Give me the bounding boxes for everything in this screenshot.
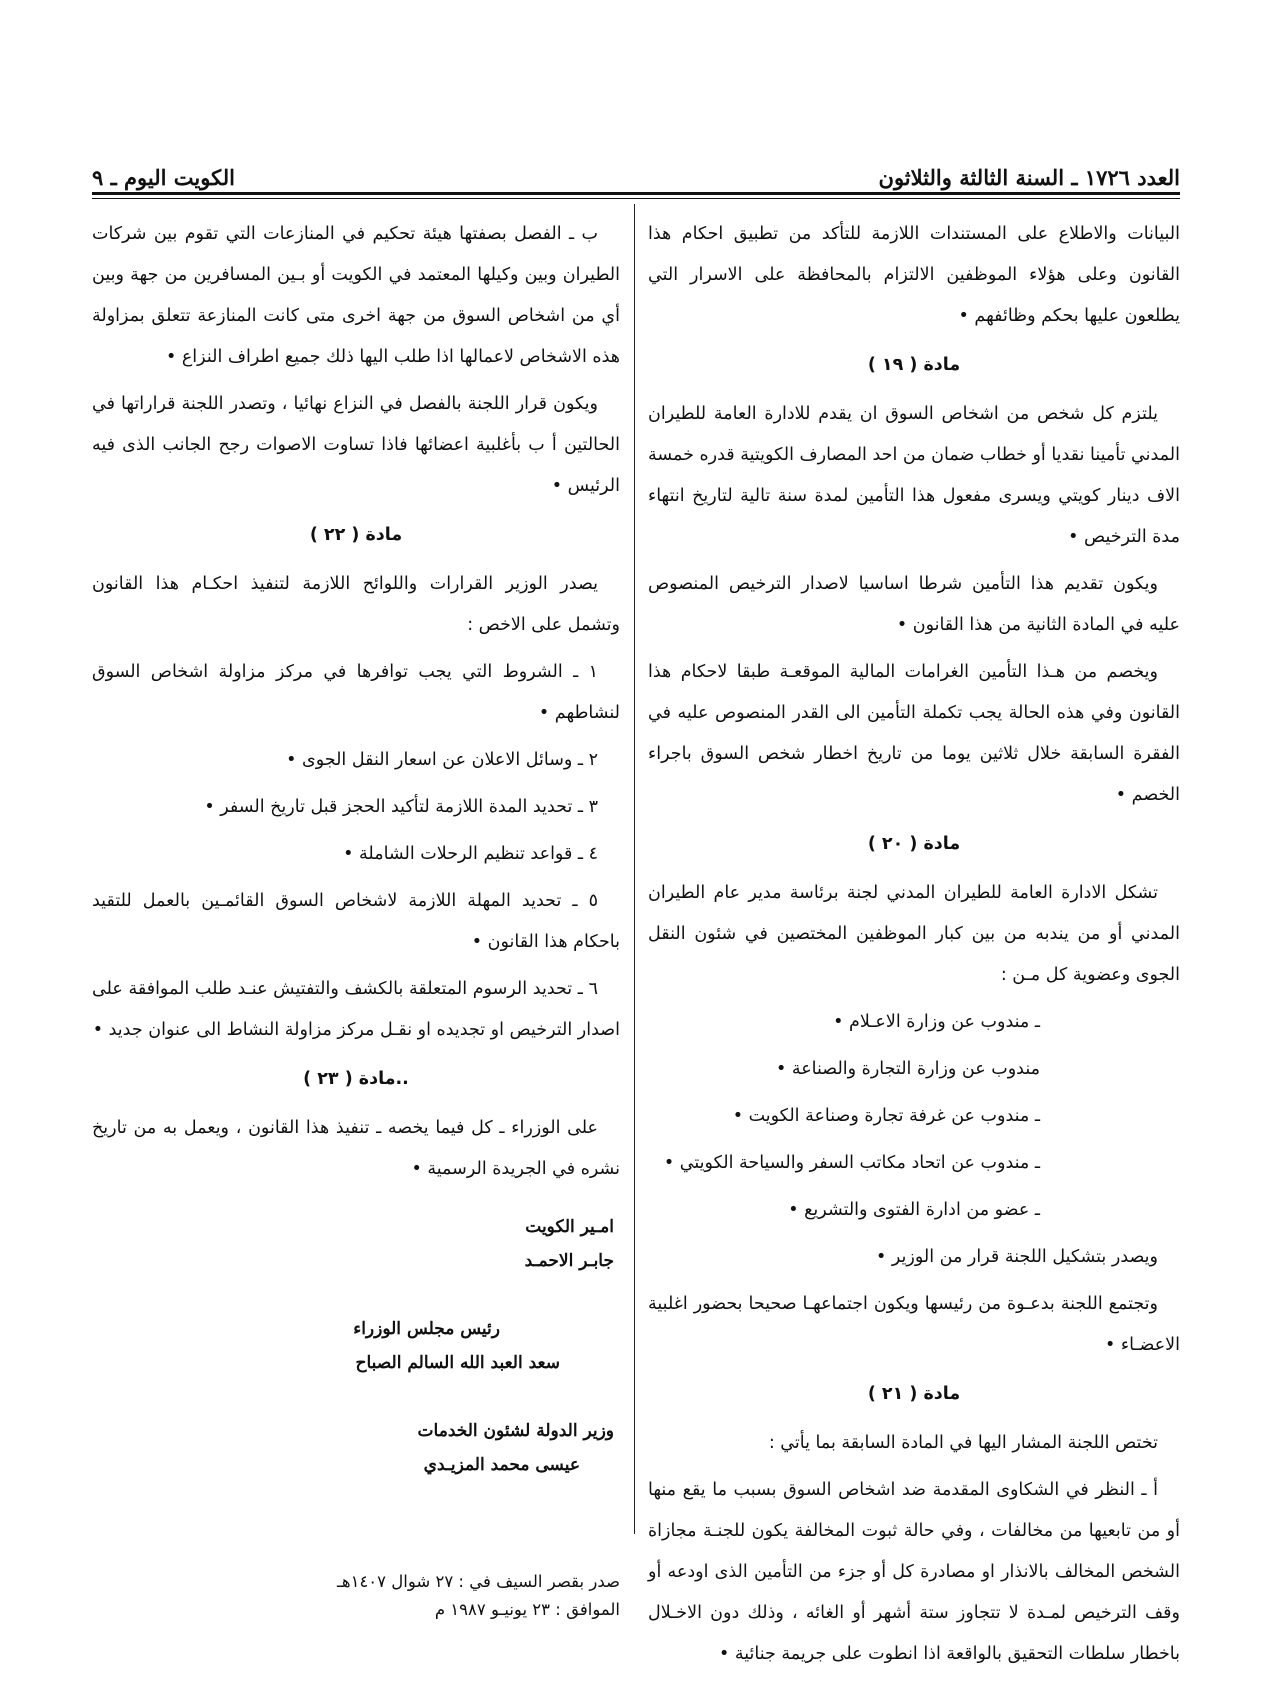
list-item: ٣ ـ تحديد المدة اللازمة لتأكيد الحجز قبل تاريخ السفر •	[204, 797, 598, 817]
article-23-heading: ..مادة ( ٢٣ )	[303, 1069, 409, 1089]
date-gregorian: الموافق : ٢٣ يونيـو ١٩٨٧ م	[434, 1600, 620, 1619]
prime-minister-name: سعد العبد الله السالم الصباح	[355, 1353, 560, 1373]
paragraph: تشكل الادارة العامة للطيران المدني لجنة برئاسة مدير عام الطيران المدني أو من يندبه من بين كبار الموظفين المختصين في شئون النقل الجوى وعضوية كل مـن :	[648, 883, 1180, 985]
left-column	[92, 214, 620, 1624]
issue-date	[92, 1568, 620, 1624]
signature-block	[92, 1210, 620, 1482]
column-divider	[634, 204, 635, 1534]
emir-title: امـير الكويت	[525, 1217, 614, 1237]
minister-title: وزير الدولة لشئون الخدمات	[417, 1421, 614, 1441]
prime-minister-title: رئيس مجلس الوزراء	[353, 1319, 500, 1339]
member-item: ـ مندوب عن اتحاد مكاتب السفر والسياحة الكويتي •	[663, 1153, 1040, 1173]
list-item: ٢ ـ وسائل الاعلان عن اسعار النقل الجوى •	[286, 750, 598, 770]
article-20-heading: مادة ( ٢٠ )	[867, 834, 961, 854]
list-item: ٤ ـ قواعد تنظيم الرحلات الشاملة •	[343, 844, 598, 864]
right-column	[648, 214, 1180, 1681]
paragraph: البيانات والاطلاع على المستندات اللازمة للتأكد من تطبيق احكام هذا القانون وعلى هؤلاء الموظفين الالتزام بالمحافظة على الاسرار التي يطلعون عليها بحكم وظائفهم •	[648, 224, 1180, 326]
list-item: ١ ـ الشروط التي يجب توافرها في مركز مزاولة اشخاص السوق لنشاطهم •	[92, 662, 620, 723]
page-header	[92, 150, 1180, 190]
paragraph: ويخصم من هـذا التأمين الغرامات المالية الموقعـة طبقا لاحكام هذا القانون وفي هذه الحالة يجب تكملة التأمين الى القدر المنصوص عليه في الفقرة السابقة خلال ثلاثين يوما من تاريخ اخطار شخص السوق باجراء الخصم •	[648, 662, 1180, 805]
paragraph: ويصدر بتشكيل اللجنة قرار من الوزير •	[876, 1247, 1158, 1267]
list-item: ٥ ـ تحديد المهلة اللازمة لاشخاص السوق القائمـين بالعمل للتقيد باحكام هذا القانون •	[92, 891, 620, 952]
emir-name: جابـر الاحمـد	[524, 1251, 614, 1271]
issue-info: العدد ١٧٢٦ ـ السنة الثالثة والثلاثون	[878, 165, 1180, 190]
article-21-heading: مادة ( ٢١ )	[867, 1384, 961, 1404]
date-hijri: صدر بقصر السيف في : ٢٧ شوال ١٤٠٧هـ	[337, 1572, 620, 1591]
minister-name: عيسى محمد المزيـدي	[423, 1455, 580, 1475]
article-22-heading: مادة ( ٢٢ )	[309, 525, 403, 545]
paragraph: تختص اللجنة المشار اليها في المادة السابقة بما يأتي :	[768, 1433, 1158, 1453]
clause-a: أ ـ النظر في الشكاوى المقدمة ضد اشخاص السوق بسبب ما يقع منها أو من تابعيها من مخالفات ، وفي حالة ثبوت المخالفة يكون للجنـة مجازاة الشخص المخالف بالانذار او مصادرة كل أو جزء من التأمين الذى اودعه أو وقف الترخيص لمـدة لا تتجاوز ستة أشهر أو الغائه ، وذلك دون الاخـلال باخطار سلطات التحقيق بالواقعة اذا انطوت على جريمة جنائية •	[648, 1480, 1180, 1664]
publication-page: الكويت اليوم ـ ٩	[92, 165, 235, 190]
clause-b: ب ـ الفصل بصفتها هيئة تحكيم في المنازعات التي تقوم بين شركات الطيران وبين وكيلها المعتمد في الكويت أو بـين المسافرين من جهة وبين أي من اشخاص السوق من جهة اخرى متى كانت المنازعة تتعلق بمزاولة هذه الاشخاص لاعمالها اذا طلب اليها ذلك جميع اطراف النزاع •	[92, 224, 620, 367]
paragraph: ويكون قرار اللجنة بالفصل في النزاع نهائيا ، وتصدر اللجنة قراراتها في الحالتين أ ب بأغلبية اعضائها فاذا تساوت الاصوات رجح الجانب الذى فيه الرئيس •	[92, 394, 620, 496]
header-rule-thin	[92, 198, 1180, 199]
paragraph: يصدر الوزير القرارات واللوائح اللازمة لتنفيذ احكـام هذا القانون وتشمل على الاخص :	[92, 574, 620, 635]
list-item: ٦ ـ تحديد الرسوم المتعلقة بالكشف والتفتيش عنـد طلب الموافقة على اصدار الترخيص او تجديده او نقـل مركز مزاولة النشاط الى عنوان جديد •	[92, 979, 620, 1040]
paragraph: على الوزراء ـ كل فيما يخصه ـ تنفيذ هذا القانون ، ويعمل به من تاريخ نشره في الجريدة الرسمية •	[92, 1118, 620, 1179]
paragraph: وتجتمع اللجنة بدعـوة من رئيسها ويكون اجتماعهـا صحيحا بحضور اغلبية الاعضـاء •	[648, 1294, 1180, 1355]
paragraph: يلتزم كل شخص من اشخاص السوق ان يقدم للادارة العامة للطيران المدني تأمينا نقديا أو خطاب ضمان من احد المصارف الكويتية قدره خمسة الاف دينار كويتي ويسرى مفعول هذا التأمين لمدة سنة تالية لتاريخ انتهاء مدة الترخيص •	[648, 404, 1180, 547]
member-item: مندوب عن وزارة التجارة والصناعة •	[775, 1059, 1040, 1079]
article-19-heading: مادة ( ١٩ )	[867, 355, 961, 375]
member-item: ـ عضو من ادارة الفتوى والتشريع •	[788, 1200, 1040, 1220]
header-rule	[92, 192, 1180, 195]
member-item: ـ مندوب عن وزارة الاعـلام •	[833, 1012, 1040, 1032]
paragraph: ويكون تقديم هذا التأمين شرطا اساسيا لاصدار الترخيص المنصوص عليه في المادة الثانية من هذا القانون •	[648, 574, 1180, 635]
member-item: ـ مندوب عن غرفة تجارة وصناعة الكويت •	[732, 1106, 1040, 1126]
